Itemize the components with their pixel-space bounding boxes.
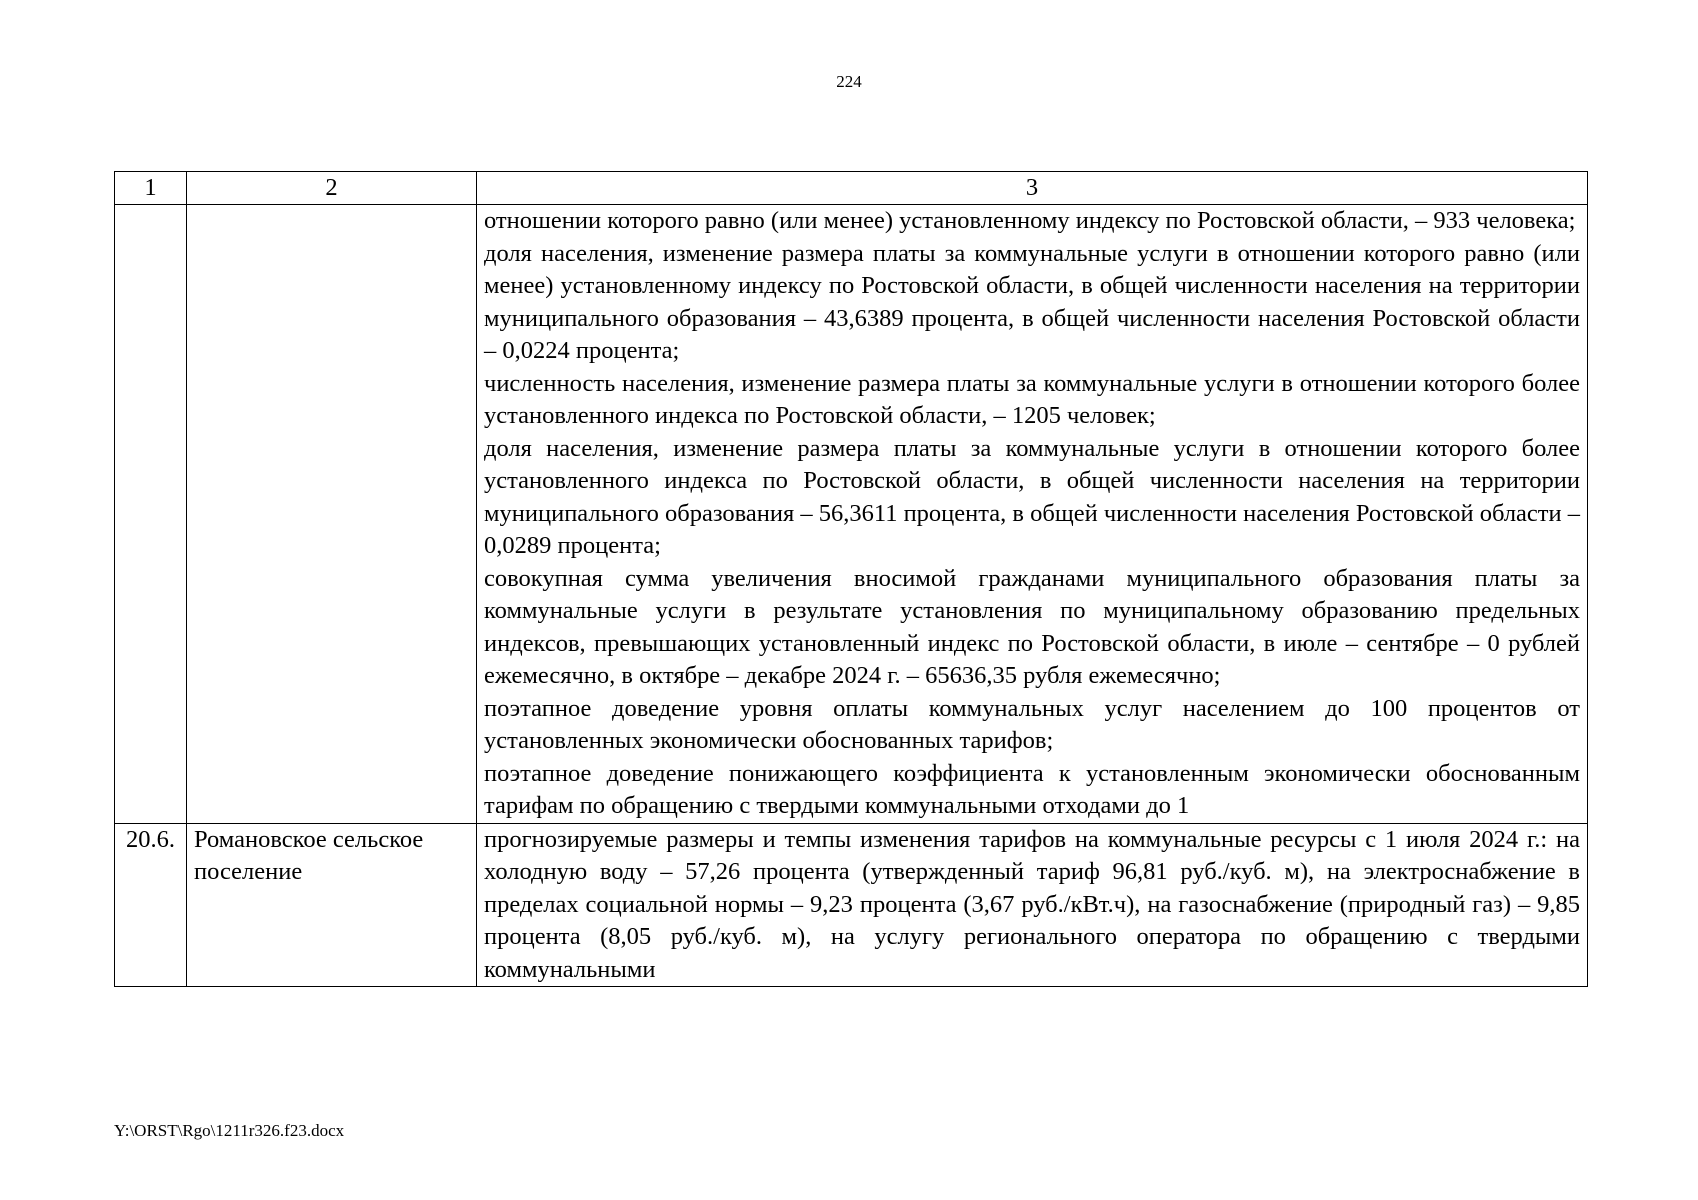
table-row: [115, 205, 1588, 824]
header-col-1: 1: [115, 172, 187, 205]
page-number: 224: [836, 72, 862, 91]
document-table: [114, 171, 1588, 987]
paragraph: поэтапное доведение уровня оплаты коммунальных услуг населением до 100 процентов от установленных экономически обоснованных тарифов;: [484, 694, 1580, 754]
paragraph: поэтапное доведение понижающего коэффициента к установленным экономически обоснованным тарифам по обращению с твердыми коммунальными отходами до 1: [484, 759, 1580, 819]
row-name-cell: Романовское сельское поселение: [187, 823, 477, 986]
paragraph: доля населения, изменение размера платы за коммунальные услуги в отношении которого равно (или менее) установленному индексу по Ростовской области, в общей численности населения на территории муниципального образования – 43,6389 процента, в общей численности населения Ростовской области – 0,0224 процента;: [484, 239, 1580, 364]
cell-clip: [484, 824, 1580, 986]
paragraph: совокупная сумма увеличения вносимой гражданами муниципального образования платы за коммунальные услуги в результате установления по муниципальному образованию предельных индексов, превышающих установленный индекс по Ростовской области, в июле – сентябре – 0 рублей ежемесячно, в октябре – декабре 2024 г. – 65636,35 рубля ежемесячно;: [484, 564, 1580, 689]
footer-file-path: Y:\ORST\Rgo\1211r326.f23.docx: [114, 1121, 345, 1140]
header-col-3: 3: [477, 172, 1588, 205]
row-number-cell: [115, 205, 187, 824]
row-description-cell: [477, 823, 1588, 986]
paragraph: численность населения, изменение размера платы за коммунальные услуги в отношении которого более установленного индекса по Ростовской области, – 1205 человек;: [484, 369, 1580, 429]
table-row: [115, 823, 1588, 986]
table-header-row: [115, 172, 1588, 205]
row-name-cell: [187, 205, 477, 824]
row-description-cell: [477, 205, 1588, 824]
paragraph: доля населения, изменение размера платы за коммунальные услуги в отношении которого более установленного индекса по Ростовской области, в общей численности населения на территории муниципального образования – 56,3611 процента, в общей численности населения Ростовской области – 0,0289 процента;: [484, 434, 1580, 559]
paragraph: прогнозируемые размеры и темпы изменения тарифов на коммунальные ресурсы с 1 июля 2024 г.: на холодную воду – 57,26 процента (утвержденный тариф 96,81 руб./куб. м), на электроснабжение в пределах социальной нормы – 9,23 процента (3,67 руб./кВт.ч), на газоснабжение (природный газ) – 9,85 процента (8,05 руб./куб. м), на услугу регионального оператора по обращению с твердыми коммунальными: [484, 825, 1580, 983]
row-number-cell: 20.6.: [115, 823, 187, 986]
paragraph: отношении которого равно (или менее) установленному индексу по Ростовской области, – 933 человека;: [484, 207, 1576, 234]
header-col-2: 2: [187, 172, 477, 205]
